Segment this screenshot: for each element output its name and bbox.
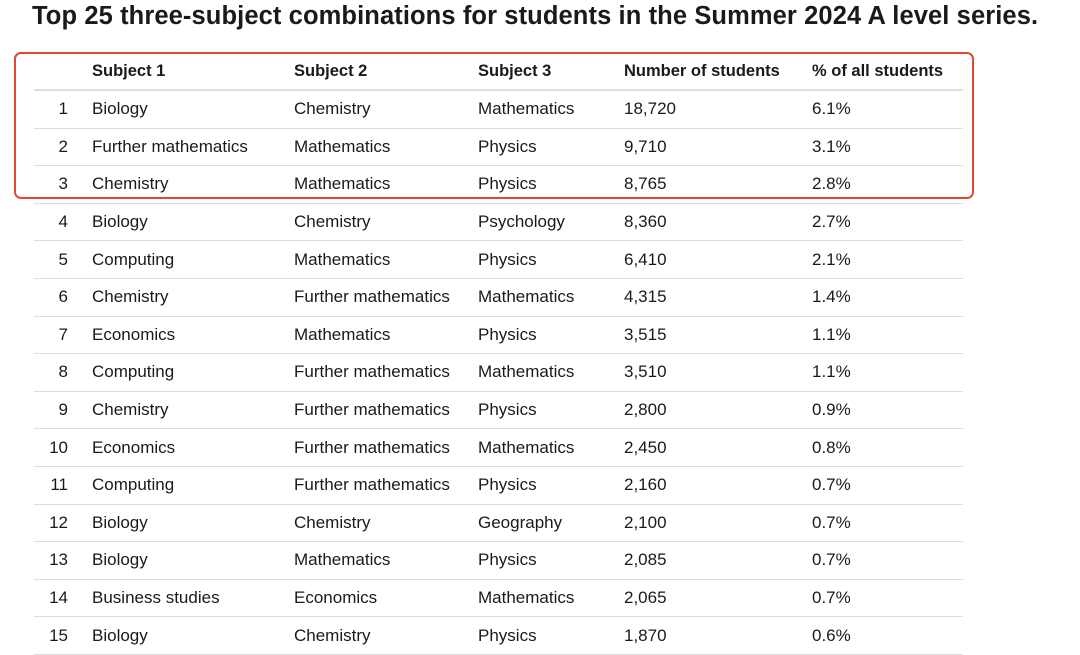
cell-rank: 10 <box>49 437 68 457</box>
cell-subject-3: Physics <box>478 400 537 420</box>
cell-number-of-students: 1,870 <box>624 625 667 645</box>
table-row <box>34 580 963 618</box>
cell-rank: 2 <box>58 136 68 156</box>
cell-subject-2: Chemistry <box>294 625 371 645</box>
cell-subject-3: Physics <box>478 625 537 645</box>
cell-percent-of-students: 0.7% <box>812 475 851 495</box>
cell-subject-3: Mathematics <box>478 287 575 307</box>
table-row <box>34 617 963 655</box>
cell-number-of-students: 2,085 <box>624 550 667 570</box>
cell-rank: 5 <box>58 249 68 269</box>
cell-subject-3: Mathematics <box>478 99 575 119</box>
cell-subject-1: Biology <box>92 550 148 570</box>
table-row <box>34 129 963 167</box>
cell-number-of-students: 8,765 <box>624 174 667 194</box>
cell-percent-of-students: 2.8% <box>812 174 851 194</box>
cell-rank: 14 <box>49 588 68 608</box>
cell-subject-2: Further mathematics <box>294 400 450 420</box>
cell-subject-2: Chemistry <box>294 99 371 119</box>
table-row <box>34 467 963 505</box>
cell-subject-1: Biology <box>92 99 148 119</box>
cell-subject-3: Mathematics <box>478 437 575 457</box>
cell-subject-1: Chemistry <box>92 287 169 307</box>
cell-subject-1: Computing <box>92 362 175 382</box>
cell-subject-1: Computing <box>92 249 175 269</box>
cell-subject-3: Physics <box>478 550 537 570</box>
cell-subject-2: Economics <box>294 588 378 608</box>
table-row <box>34 241 963 279</box>
cell-number-of-students: 18,720 <box>624 99 676 119</box>
cell-percent-of-students: 2.7% <box>812 212 851 232</box>
cell-subject-1: Further mathematics <box>92 136 248 156</box>
table-body <box>34 91 963 655</box>
cell-subject-3: Physics <box>478 174 537 194</box>
cell-subject-1: Business studies <box>92 588 220 608</box>
cell-subject-3: Geography <box>478 512 563 532</box>
table-header-row <box>34 53 963 91</box>
header-subject-3: Subject 3 <box>478 61 552 80</box>
cell-rank: 9 <box>58 400 68 420</box>
cell-number-of-students: 8,360 <box>624 212 667 232</box>
cell-subject-3: Mathematics <box>478 588 575 608</box>
cell-subject-2: Further mathematics <box>294 475 450 495</box>
cell-number-of-students: 4,315 <box>624 287 667 307</box>
cell-subject-2: Mathematics <box>294 249 391 269</box>
cell-number-of-students: 2,100 <box>624 512 667 532</box>
cell-percent-of-students: 3.1% <box>812 136 851 156</box>
cell-number-of-students: 2,450 <box>624 437 667 457</box>
cell-subject-2: Further mathematics <box>294 287 450 307</box>
cell-number-of-students: 9,710 <box>624 136 667 156</box>
cell-subject-2: Chemistry <box>294 212 371 232</box>
cell-subject-2: Further mathematics <box>294 437 450 457</box>
cell-rank: 6 <box>58 287 68 307</box>
cell-number-of-students: 6,410 <box>624 249 667 269</box>
cell-percent-of-students: 0.6% <box>812 625 851 645</box>
cell-percent-of-students: 0.7% <box>812 512 851 532</box>
cell-percent-of-students: 0.9% <box>812 400 851 420</box>
cell-percent-of-students: 1.4% <box>812 287 851 307</box>
cell-subject-1: Economics <box>92 437 176 457</box>
table-row <box>34 317 963 355</box>
cell-subject-2: Mathematics <box>294 550 391 570</box>
cell-rank: 3 <box>58 174 68 194</box>
cell-rank: 11 <box>50 475 68 495</box>
cell-rank: 13 <box>49 550 68 570</box>
cell-subject-3: Psychology <box>478 212 565 232</box>
table-row <box>34 505 963 543</box>
header-rank <box>34 53 68 89</box>
cell-subject-2: Mathematics <box>294 174 391 194</box>
cell-rank: 4 <box>58 212 68 232</box>
cell-subject-3: Physics <box>478 324 537 344</box>
cell-percent-of-students: 0.7% <box>812 550 851 570</box>
cell-subject-1: Biology <box>92 512 148 532</box>
cell-rank: 7 <box>58 324 68 344</box>
cell-number-of-students: 3,515 <box>624 324 667 344</box>
cell-rank: 12 <box>49 512 68 532</box>
cell-subject-1: Economics <box>92 324 176 344</box>
cell-percent-of-students: 6.1% <box>812 99 851 119</box>
cell-subject-2: Mathematics <box>294 324 391 344</box>
table-row <box>34 279 963 317</box>
table-row <box>34 392 963 430</box>
cell-subject-1: Chemistry <box>92 400 169 420</box>
table-row <box>34 429 963 467</box>
cell-subject-1: Computing <box>92 475 175 495</box>
cell-subject-2: Chemistry <box>294 512 371 532</box>
table-row <box>34 542 963 580</box>
cell-subject-3: Physics <box>478 136 537 156</box>
cell-subject-3: Physics <box>478 475 537 495</box>
cell-rank: 15 <box>49 625 68 645</box>
cell-percent-of-students: 0.8% <box>812 437 851 457</box>
header-subject-2: Subject 2 <box>294 61 368 80</box>
cell-number-of-students: 2,065 <box>624 588 667 608</box>
cell-percent-of-students: 0.7% <box>812 588 851 608</box>
cell-rank: 1 <box>58 99 68 119</box>
cell-subject-1: Chemistry <box>92 174 169 194</box>
combinations-table <box>34 53 963 655</box>
header-number-of-students: Number of students <box>624 61 780 80</box>
cell-rank: 8 <box>58 362 68 382</box>
cell-subject-2: Mathematics <box>294 136 391 156</box>
cell-percent-of-students: 1.1% <box>812 362 851 382</box>
page-title: Top 25 three-subject combinations for students in the Summer 2024 A level series. <box>32 2 1039 30</box>
header-percent-of-students: % of all students <box>812 61 944 80</box>
table-row <box>34 204 963 242</box>
cell-subject-3: Physics <box>478 249 537 269</box>
table-row <box>34 354 963 392</box>
cell-percent-of-students: 1.1% <box>812 324 851 344</box>
cell-percent-of-students: 2.1% <box>812 249 851 269</box>
cell-number-of-students: 2,160 <box>624 475 667 495</box>
cell-number-of-students: 3,510 <box>624 362 667 382</box>
cell-subject-1: Biology <box>92 212 148 232</box>
table-row <box>34 91 963 129</box>
cell-number-of-students: 2,800 <box>624 400 667 420</box>
header-subject-1: Subject 1 <box>92 61 166 80</box>
cell-subject-1: Biology <box>92 625 148 645</box>
cell-subject-3: Mathematics <box>478 362 575 382</box>
cell-subject-2: Further mathematics <box>294 362 450 382</box>
table-row <box>34 166 963 204</box>
